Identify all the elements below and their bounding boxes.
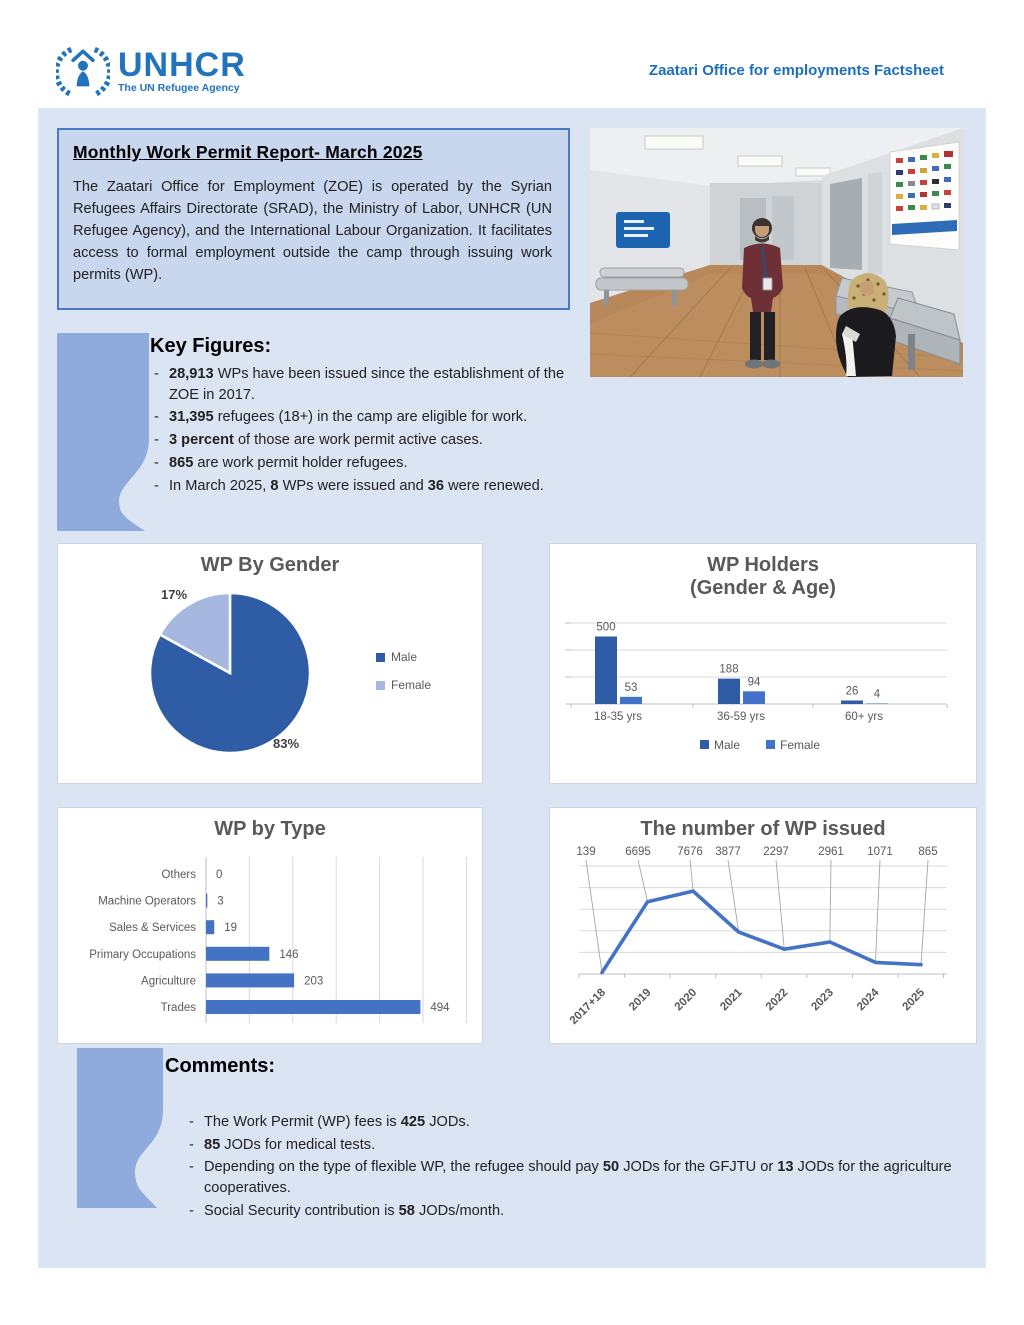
svg-text:Male: Male (714, 738, 741, 752)
report-summary-box (57, 128, 570, 310)
svg-text:2019: 2019 (627, 986, 654, 1014)
svg-text:Primary Occupations: Primary Occupations (89, 948, 196, 961)
comments-list (185, 1112, 960, 1222)
unhcr-emblem-icon (56, 44, 110, 100)
key-figure-item: - 28,913 WPs have been issued since the establishment of the ZOE in 2017. (150, 364, 586, 405)
office-photo (590, 128, 963, 377)
svg-text:2020: 2020 (672, 986, 700, 1014)
key-figure-item: - 865 are work permit holder refugees. (150, 453, 586, 474)
svg-text:83%: 83% (272, 736, 300, 751)
logo-title: UNHCR (118, 46, 246, 84)
pie-chart (58, 577, 482, 777)
comment-item: - Social Security contribution is 58 JODs/month. (185, 1201, 960, 1222)
factsheet-header-title: Zaatari Office for employments Factsheet (648, 62, 944, 79)
svg-text:4: 4 (873, 688, 881, 701)
grouped-bar-chart (550, 600, 976, 780)
svg-text:Others: Others (161, 869, 196, 881)
svg-text:Trades: Trades (160, 1002, 196, 1014)
svg-text:53: 53 (624, 681, 638, 694)
key-figure-item: - 31,395 refugees (18+) in the camp are eligible for work. (150, 407, 586, 428)
svg-text:36-59 yrs: 36-59 yrs (717, 711, 765, 723)
svg-text:2022: 2022 (763, 986, 791, 1014)
svg-text:3: 3 (217, 895, 224, 908)
line-chart (550, 841, 976, 1046)
svg-text:60+ yrs: 60+ yrs (844, 711, 884, 723)
svg-text:139: 139 (576, 846, 596, 858)
svg-text:Female: Female (391, 678, 432, 692)
svg-text:2297: 2297 (763, 846, 789, 858)
chart-title: WP By Gender (200, 554, 340, 576)
report-paragraph: The Zaatari Office for Employment (ZOE) is operated by the Syrian Refugees Affairs Directorate (SRAD), the Ministry of Labor, UNHCR (UN Refugee Agency), and the International Labour Organization. It facilitates access to formal employment outside the camp through issuing work permits (WP). (73, 179, 552, 283)
key-figures-list (150, 364, 586, 496)
svg-text:Male: Male (391, 650, 418, 664)
svg-text:2017+18: 2017+18 (567, 986, 609, 1028)
svg-text:1071: 1071 (867, 846, 893, 858)
chart-title: WP Holders (707, 554, 819, 576)
svg-text:2025: 2025 (900, 986, 928, 1014)
comments-heading: Comments: (165, 1055, 276, 1077)
svg-text:18-35 yrs: 18-35 yrs (594, 711, 642, 723)
svg-text:19: 19 (224, 922, 238, 935)
unhcr-logo (56, 44, 246, 100)
chart-title: The number of WP issued (640, 818, 886, 840)
logo-subtitle: The UN Refugee Agency (118, 82, 240, 94)
svg-text:2021: 2021 (718, 986, 745, 1014)
comments-section (165, 1055, 965, 1224)
chart-subtitle: (Gender & Age) (690, 577, 836, 599)
svg-text:188: 188 (719, 663, 739, 676)
svg-text:146: 146 (279, 948, 299, 961)
horizontal-bar-chart (58, 841, 482, 1041)
svg-text:0: 0 (216, 869, 223, 881)
report-title: Monthly Work Permit Report- March 2025 (73, 142, 423, 162)
chart-wp-by-gender (57, 543, 483, 784)
key-figures-section (150, 335, 586, 498)
svg-text:203: 203 (304, 975, 324, 988)
chart-wp-by-type (57, 807, 483, 1044)
svg-text:2024: 2024 (854, 986, 882, 1014)
comments-ribbon (77, 1048, 163, 1208)
key-figures-heading: Key Figures: (150, 335, 272, 357)
svg-text:2961: 2961 (818, 846, 844, 858)
svg-text:500: 500 (596, 621, 616, 634)
chart-wp-holders (549, 543, 977, 784)
key-figures-ribbon (57, 333, 149, 531)
svg-text:26: 26 (845, 685, 859, 698)
svg-text:Female: Female (780, 738, 821, 752)
svg-text:6695: 6695 (625, 846, 651, 858)
chart-wp-issued (549, 807, 977, 1044)
svg-text:2023: 2023 (809, 986, 836, 1014)
svg-text:17%: 17% (160, 587, 188, 602)
key-figure-item: - 3 percent of those are work permit active cases. (150, 430, 586, 451)
svg-text:3877: 3877 (715, 846, 741, 858)
chart-title: WP by Type (214, 818, 326, 840)
svg-text:865: 865 (918, 846, 938, 858)
key-figure-item: - In March 2025, 8 WPs were issued and 36 were renewed. (150, 476, 586, 497)
svg-text:Sales & Services: Sales & Services (109, 922, 196, 935)
svg-text:94: 94 (747, 676, 761, 689)
comment-item: - Depending on the type of flexible WP, the refugee should pay 50 JODs for the GFJTU or 13 JODs for the agriculture cooperatives. (185, 1157, 960, 1198)
svg-text:Agriculture: Agriculture (141, 975, 196, 988)
svg-text:7676: 7676 (677, 846, 703, 858)
comment-item: - 85 JODs for medical tests. (185, 1135, 960, 1156)
svg-text:494: 494 (430, 1002, 450, 1014)
comment-item: - The Work Permit (WP) fees is 425 JODs. (185, 1112, 960, 1133)
svg-text:Machine Operators: Machine Operators (98, 895, 196, 908)
